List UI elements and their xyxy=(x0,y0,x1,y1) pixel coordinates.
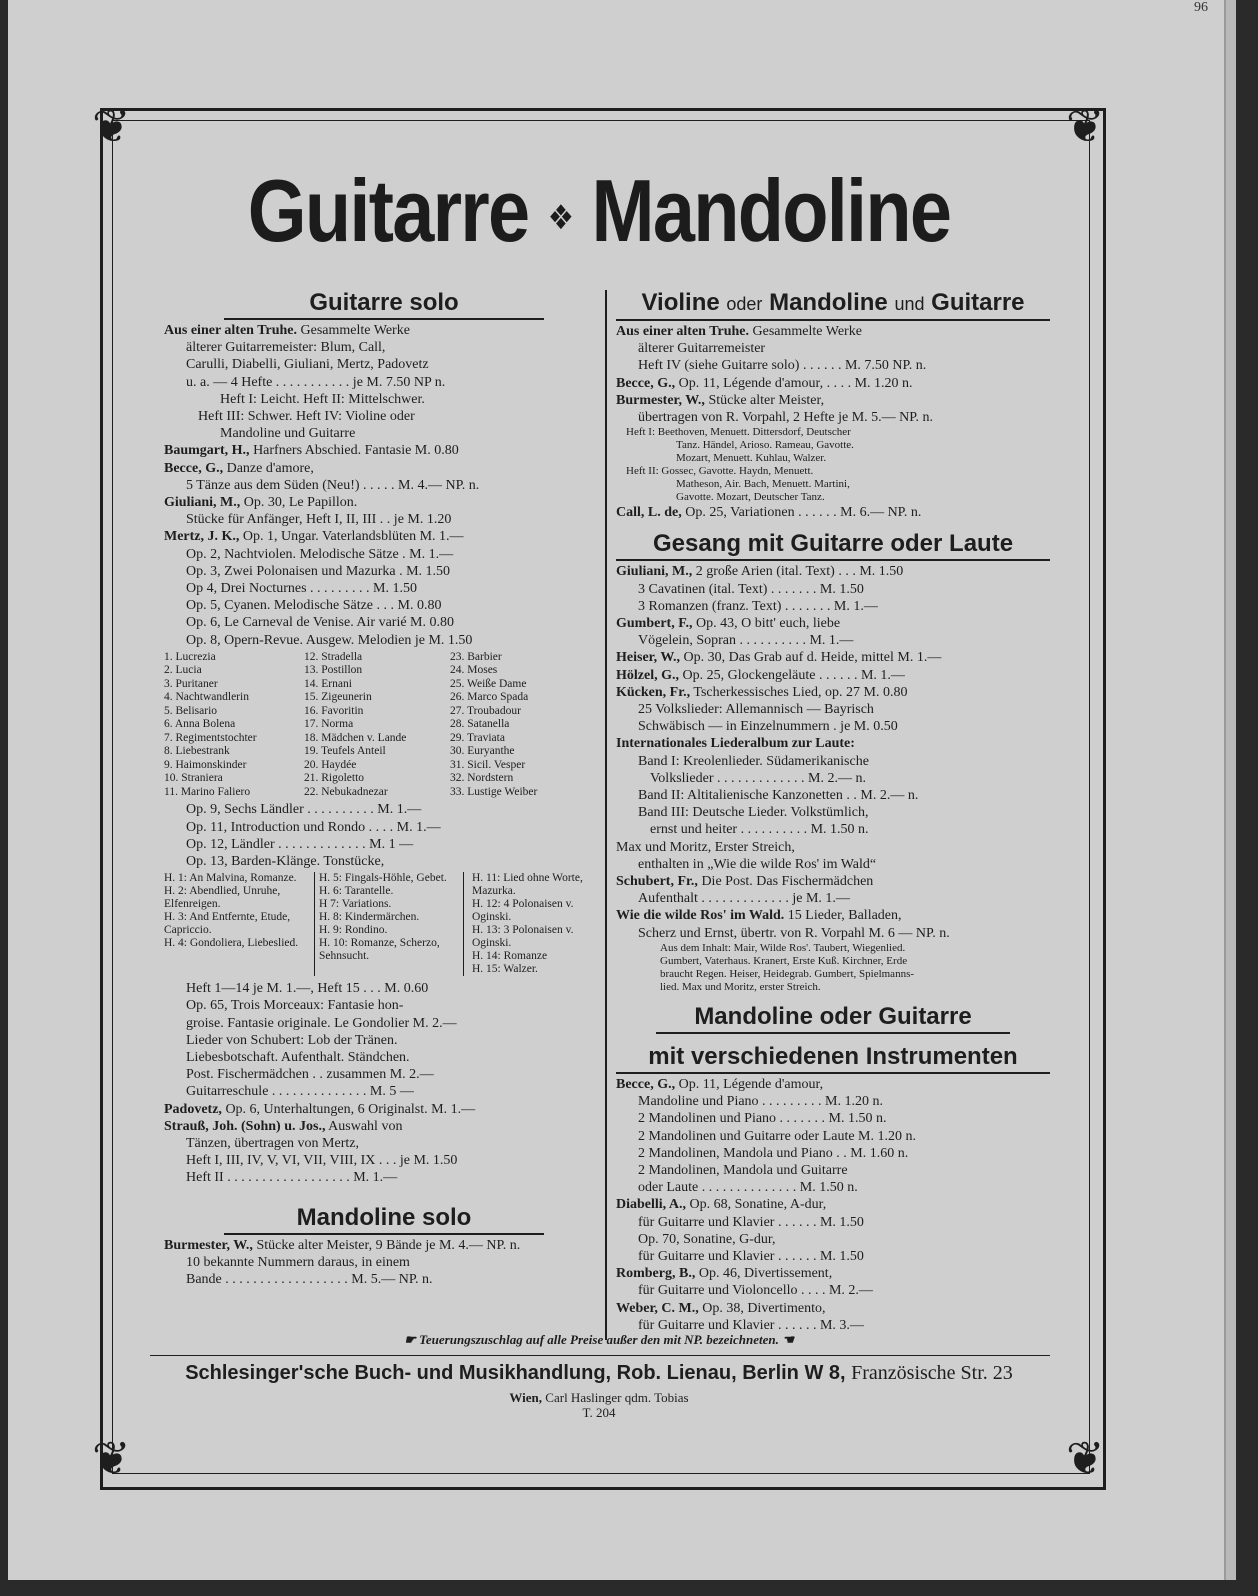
catalog-line xyxy=(164,614,604,631)
diamond-ornament-icon: ❖ xyxy=(547,198,573,237)
catalog-line xyxy=(164,408,604,425)
entry-text: 5 Tänze aus dem Süden (Neu!) . . . . . M. 4.— NP. n. xyxy=(186,477,480,493)
composer-name: Giuliani, M., xyxy=(616,564,693,580)
entry-text: Op. 25, Glockengeläute . . . . . . M. 1.— xyxy=(682,667,905,683)
opera-item: 25. Weiße Dame xyxy=(450,677,527,690)
catalog-line xyxy=(164,801,604,818)
catalog-line xyxy=(616,735,1050,752)
entry-text: für Guitarre und Klavier . . . . . . M. 3.— xyxy=(638,1317,864,1333)
composer-name: Burmester, W., xyxy=(164,1237,253,1253)
entry-text: Stücke alter Meister, xyxy=(708,392,825,408)
catalog-line xyxy=(616,392,1050,409)
catalog-line xyxy=(164,980,604,997)
entry-text: Op. 6, Unterhaltungen, 6 Originalst. M. 1.— xyxy=(225,1101,476,1117)
catalog-line xyxy=(164,494,604,511)
left-column xyxy=(164,280,604,1288)
opera-item: 18. Mädchen v. Lande xyxy=(304,731,407,744)
entry-text: Heft III: Schwer. Heft IV: Violine oder xyxy=(198,409,415,425)
catalog-line xyxy=(616,581,1050,598)
composer-name: Becce, G., xyxy=(164,460,224,476)
entry-text: Op. 11, Légende d'amour, xyxy=(678,1076,824,1092)
catalog-line xyxy=(616,632,1050,649)
entry-text: Op. 25, Variationen . . . . . . M. 6.— NP. n. xyxy=(685,505,922,521)
opera-item: 31. Sicil. Vesper xyxy=(450,758,526,771)
small-text-line: braucht Regen. Heiser, Heidegrab. Gumbert, Spielmanns- xyxy=(660,967,915,980)
catalog-line xyxy=(616,1179,1050,1196)
entry-text: Scherz und Ernst, übertr. von R. Vorpahl M. 6 — NP. n. xyxy=(638,925,950,941)
catalog-line xyxy=(164,1049,604,1066)
catalog-line xyxy=(616,615,1050,632)
composer-name: Strauß, Joh. (Sohn) u. Jos., xyxy=(164,1118,326,1134)
catalog-line xyxy=(616,1248,1050,1265)
catalog-line xyxy=(616,684,1050,701)
entry-text: Op. 8, Opern-Revue. Ausgew. Melodien je M. 1.50 xyxy=(186,632,473,648)
catalog-line xyxy=(616,563,1050,580)
entry-text: Vögelein, Sopran . . . . . . . . . . M. 1.— xyxy=(638,633,854,649)
publisher-line xyxy=(120,1362,1078,1385)
catalog-line xyxy=(616,1265,1050,1282)
catalog-line xyxy=(164,1032,604,1049)
surcharge-note: ☛ Teuerungszuschlag auf alle Preise außer den mit NP. bezeichneten. ☚ xyxy=(404,1332,794,1347)
catalog-line xyxy=(616,873,1050,890)
catalog-line xyxy=(616,323,1050,340)
catalog-line xyxy=(616,821,1050,838)
opera-item: 9. Haimonskinder xyxy=(164,758,247,771)
opera-item: 10. Straniera xyxy=(164,772,223,785)
entry-text: Op 4, Drei Nocturnes . . . . . . . . . M. 1.50 xyxy=(186,581,417,597)
wien-publisher: Carl Haslinger qdm. Tobias xyxy=(545,1390,689,1405)
composer-name: Aus einer alten Truhe. xyxy=(164,323,298,338)
contents-small xyxy=(616,942,1050,994)
opera-item: 28. Satanella xyxy=(450,718,510,731)
catalog-line xyxy=(164,580,604,597)
catalog-line xyxy=(164,1135,604,1152)
mandoline-solo-list xyxy=(164,1237,604,1289)
catalog-line xyxy=(164,597,604,614)
catalog-line xyxy=(164,1101,604,1118)
catalog-line xyxy=(616,1282,1050,1299)
composer-name: Call, L. de, xyxy=(616,505,682,521)
entry-text: ernst und heiter . . . . . . . . . . M. 1.50 n. xyxy=(650,822,869,838)
catalog-line xyxy=(616,770,1050,787)
small-text-line: Matheson, Air. Bach, Menuett. Martini, xyxy=(676,478,850,491)
small-text-line: lied. Max und Moritz, erster Streich. xyxy=(660,980,821,993)
entry-text: Stücke alter Meister, 9 Bände je M. 4.— NP. n. xyxy=(256,1237,521,1253)
publisher-address: Französische Str. 23 xyxy=(851,1362,1013,1384)
catalog-line xyxy=(164,1015,604,1032)
small-text-line: Heft I: Beethoven, Menuett. Dittersdorf, Deutscher xyxy=(626,426,851,439)
page-title xyxy=(187,160,1011,262)
opera-item: 30. Euryanthe xyxy=(450,745,515,758)
entry-text: Post. Fischermädchen . . zusammen M. 2.— xyxy=(186,1067,434,1083)
entry-text: 3 Romanzen (franz. Text) . . . . . . . M. 1.— xyxy=(638,598,878,614)
entry-text: älterer Guitarremeister: Blum, Call, xyxy=(186,340,386,356)
entry-text: Gesammelte Werke xyxy=(752,324,862,339)
entry-text: 2 Mandolinen, Mandola und Guitarre xyxy=(638,1162,848,1178)
heft-col-3: H. 11: Lied ohne Worte, Mazurka. H. 12: 4 Polonaisen v. Oginski. H. 13: 3 Polonaisen v. Oginski. H. 14: Romanze H. 15: Walzer. xyxy=(472,872,583,976)
catalog-line xyxy=(616,1093,1050,1110)
catalog-line xyxy=(164,1152,604,1169)
section-title-violin xyxy=(616,288,1050,321)
entry-text: für Guitarre und Klavier . . . . . . M. 1.50 xyxy=(638,1248,864,1264)
entry-text: Op. 30, Das Grab auf d. Heide, mittel M. 1.— xyxy=(683,650,942,666)
entry-text: Band III: Deutsche Lieder. Volkstümlich, xyxy=(638,805,869,821)
opera-item: 24. Moses xyxy=(450,664,498,677)
catalog-line xyxy=(616,925,1050,942)
page-mark: 96 xyxy=(1194,0,1208,15)
heft-col-1: H. 1: An Malvina, Romanze. H. 2: Abendlied, Unruhe, Elfenreigen. H. 3: And Entfernte, Etude, Capriccio. H. 4: Gondoliera, Liebeslied. xyxy=(164,872,299,950)
opera-item: 12. Stradella xyxy=(304,650,363,663)
catalog-line xyxy=(616,1300,1050,1317)
title-word: Guitarre xyxy=(931,289,1025,316)
title-word: Violine xyxy=(641,289,720,316)
gesang-list xyxy=(616,563,1050,941)
footer-rule xyxy=(150,1355,1050,1356)
catalog-line xyxy=(616,649,1050,666)
entry-text: Auswahl von xyxy=(328,1118,403,1134)
guitar-solo-list xyxy=(164,322,604,649)
opera-item: 13. Postillon xyxy=(304,664,363,677)
catalog-line xyxy=(616,701,1050,718)
entry-text: Max und Moritz, Erster Streich, xyxy=(616,839,795,855)
entry-text: Op. 3, Zwei Polonaisen und Mazurka . M. 1.50 xyxy=(186,563,451,579)
catalog-line xyxy=(164,460,604,477)
catalog-line xyxy=(616,409,1050,426)
catalog-line xyxy=(164,322,604,339)
section-title-guitar-solo: Guitarre solo xyxy=(224,288,544,320)
opera-item: 32. Nordstern xyxy=(450,772,514,785)
catalog-line xyxy=(164,391,604,408)
entry-text: Op. 30, Le Papillon. xyxy=(243,495,358,511)
entry-text: Op. 65, Trois Morceaux: Fantasie hon- xyxy=(186,998,404,1014)
entry-text: Op. 2, Nachtviolen. Melodische Sätze . M. 1.— xyxy=(186,546,454,562)
small-text-line: Heft II: Gossec, Gavotte. Haydn, Menuett. xyxy=(626,465,814,478)
entry-text: Guitarreschule . . . . . . . . . . . . . . M. 5 — xyxy=(186,1084,414,1100)
small-text-line: Gumbert, Vaterhaus. Kranert, Erste Kuß. Kirchner, Erde xyxy=(660,954,908,967)
title-right: Mandoline xyxy=(591,161,951,260)
right-column xyxy=(616,280,1050,1334)
composer-name: Becce, G., xyxy=(616,375,676,391)
entry-text: Danze d'amore, xyxy=(226,460,314,476)
violin-list-2 xyxy=(616,504,1050,521)
composer-name: Becce, G., xyxy=(616,1076,676,1092)
composer-name: Baumgart, H., xyxy=(164,443,250,459)
entry-text: übertragen von R. Vorpahl, 2 Hefte je M. 5.— NP. n. xyxy=(638,410,933,426)
entry-text: Heft IV (siehe Guitarre solo) . . . . . . M. 7.50 NP. n. xyxy=(638,358,927,374)
opera-item: 33. Lustige Weiber xyxy=(450,785,538,798)
entry-text: Stücke für Anfänger, Heft I, II, III . . je M. 1.20 xyxy=(186,512,452,528)
heft-col-2: H. 5: Fingals-Höhle, Gebet. H. 6: Tarantelle. H 7: Variations. H. 8: Kindermärchen. H. 9: Rondino. H. 10: Romanze, Scherzo, Sehnsucht. xyxy=(314,872,464,976)
ornament-corner-icon: ❦ xyxy=(1066,1433,1105,1484)
entry-text: Op. 1, Ungar. Vaterlandsblüten M. 1.— xyxy=(242,529,464,545)
entry-text: Schwäbisch — in Einzelnummern . je M. 0.50 xyxy=(638,719,898,735)
catalog-line xyxy=(164,1083,604,1100)
catalog-code: T. 204 xyxy=(582,1405,616,1420)
entry-text: Heft II . . . . . . . . . . . . . . . . . . M. 1.— xyxy=(186,1170,398,1186)
title-word: und xyxy=(894,294,925,314)
catalog-line xyxy=(616,856,1050,873)
opera-item: 1. Lucrezia xyxy=(164,650,216,663)
opera-item: 19. Teufels Anteil xyxy=(304,745,386,758)
composer-name: Giuliani, M., xyxy=(164,495,241,511)
catalog-line xyxy=(616,890,1050,907)
entry-text: für Guitarre und Violoncello . . . . M. 2.— xyxy=(638,1283,873,1299)
publisher-sub xyxy=(120,1390,1078,1420)
opera-item: 15. Zigeunerin xyxy=(304,691,372,704)
entry-text: Heft I: Leicht. Heft II: Mittelschwer. xyxy=(220,391,425,407)
catalog-line xyxy=(616,1128,1050,1145)
catalog-line xyxy=(164,853,604,870)
catalog-line xyxy=(616,375,1050,392)
catalog-line xyxy=(616,1231,1050,1248)
ornament-corner-icon: ❦ xyxy=(1066,101,1105,152)
entry-text: enthalten in „Wie die wilde Ros' im Wald“ xyxy=(638,856,877,872)
small-text-line: Aus dem Inhalt: Mair, Wilde Ros'. Taubert, Wiegenlied. xyxy=(660,941,906,954)
catalog-line xyxy=(616,357,1050,374)
entry-text: 15 Lieder, Balladen, xyxy=(787,908,902,924)
entry-text: Band II: Altitalienische Kanzonetten . . M. 2.— n. xyxy=(638,788,919,804)
composer-name: Romberg, B., xyxy=(616,1266,696,1282)
entry-text: Mandoline und Guitarre xyxy=(220,426,356,442)
opera-item: 21. Rigoletto xyxy=(304,772,365,785)
catalog-line xyxy=(616,839,1050,856)
opera-item: 7. Regimentstochter xyxy=(164,731,257,744)
composer-name: Diabelli, A., xyxy=(616,1197,687,1213)
entry-text: 2 Mandolinen und Piano . . . . . . . M. 1.50 n. xyxy=(638,1111,887,1127)
opera-item: 8. Liebestrank xyxy=(164,745,230,758)
catalog-line xyxy=(164,997,604,1014)
entry-text: 10 bekannte Nummern daraus, in einem xyxy=(186,1254,410,1270)
catalog-line xyxy=(164,819,604,836)
catalog-line xyxy=(164,511,604,528)
heft-contents-small xyxy=(616,426,1050,504)
opera-item: 6. Anna Bolena xyxy=(164,718,236,731)
opera-item: 2. Lucia xyxy=(164,664,202,677)
guitar-solo-list-3 xyxy=(164,980,604,1186)
entry-text: Mandoline und Piano . . . . . . . . . M. 1.20 n. xyxy=(638,1094,883,1110)
opera-item: 20. Haydée xyxy=(304,758,357,771)
opera-item: 29. Traviata xyxy=(450,731,505,744)
entry-text: Die Post. Das Fischermädchen xyxy=(701,874,874,890)
entry-text: Op. 5, Cyanen. Melodische Sätze . . . M. 0.80 xyxy=(186,598,442,614)
entry-text: Op. 43, O bitt' euch, liebe xyxy=(695,616,841,632)
entry-text: Bande . . . . . . . . . . . . . . . . . . M. 5.— NP. n. xyxy=(186,1272,433,1288)
entry-text: Carulli, Diabelli, Giuliani, Mertz, Padovetz xyxy=(186,357,429,373)
column-divider xyxy=(605,290,607,1340)
entry-text: Tänzen, übertragen von Mertz, xyxy=(186,1136,359,1151)
violin-list xyxy=(616,323,1050,426)
composer-name: Hölzel, G., xyxy=(616,667,679,683)
entry-text: 3 Cavatinen (ital. Text) . . . . . . . M. 1.50 xyxy=(638,581,864,597)
catalog-line xyxy=(164,356,604,373)
entry-text: Op. 46, Divertissement, xyxy=(698,1266,833,1282)
catalog-line xyxy=(616,1110,1050,1127)
composer-name: Wie die wilde Ros' im Wald. xyxy=(616,908,785,924)
entry-text: 2 Mandolinen, Mandola und Piano . . M. 1.60 n. xyxy=(638,1145,909,1161)
small-text-line: Gavotte. Mozart, Deutscher Tanz. xyxy=(676,491,825,504)
catalog-line xyxy=(164,528,604,545)
entry-text: oder Laute . . . . . . . . . . . . . . M. 1.50 n. xyxy=(638,1180,858,1196)
opera-item: 22. Nebukadnezar xyxy=(304,785,388,798)
title-left: Guitarre xyxy=(247,161,529,260)
catalog-line xyxy=(616,1162,1050,1179)
opera-list xyxy=(164,651,604,800)
opera-item: 11. Marino Faliero xyxy=(164,785,251,798)
guitar-solo-list-2 xyxy=(164,801,604,870)
catalog-line xyxy=(164,1237,604,1254)
entry-text: Op. 12, Ländler . . . . . . . . . . . . . M. 1 — xyxy=(186,836,414,852)
entry-text: Harfners Abschied. Fantasie M. 0.80 xyxy=(253,443,459,459)
ornament-corner-icon: ❦ xyxy=(92,101,131,152)
catalog-line xyxy=(164,339,604,356)
catalog-line xyxy=(616,1196,1050,1213)
entry-text: Op. 11, Légende d'amour, . . . . M. 1.20 n. xyxy=(678,375,913,391)
catalog-line xyxy=(616,787,1050,804)
catalog-line xyxy=(164,563,604,580)
catalog-line xyxy=(616,718,1050,735)
opera-item: 4. Nachtwandlerin xyxy=(164,691,249,704)
document-content xyxy=(120,130,1078,1460)
scan-edge xyxy=(1224,0,1236,1580)
catalog-line xyxy=(616,504,1050,521)
entry-text: 25 Volkslieder: Allemannisch — Bayrisch xyxy=(638,702,874,718)
catalog-line xyxy=(164,546,604,563)
catalog-line xyxy=(616,340,1050,357)
opera-item: 5. Belisario xyxy=(164,704,218,717)
composer-name: Heiser, W., xyxy=(616,650,681,666)
entry-text: Heft 1—14 je M. 1.—, Heft 15 . . . M. 0.60 xyxy=(186,981,429,997)
entry-text: 2 große Arien (ital. Text) . . . M. 1.50 xyxy=(695,564,904,580)
catalog-line xyxy=(164,425,604,442)
entry-text: Op. 68, Sonatine, A-dur, xyxy=(689,1197,827,1213)
entry-text: groise. Fantasie originale. Le Gondolier M. 2.— xyxy=(186,1015,457,1031)
catalog-line xyxy=(616,753,1050,770)
entry-text: Lieder von Schubert: Lob der Tränen. xyxy=(186,1032,398,1048)
entry-text: Op. 70, Sonatine, G-dur, xyxy=(638,1231,776,1247)
entry-text: Op. 13, Barden-Klänge. Tonstücke, xyxy=(186,853,385,869)
catalog-line xyxy=(164,374,604,391)
catalog-line xyxy=(164,442,604,459)
entry-text: Liebesbotschaft. Aufenthalt. Ständchen. xyxy=(186,1049,410,1065)
catalog-line xyxy=(616,804,1050,821)
composer-name: Padovetz, xyxy=(164,1101,222,1117)
opera-item: 14. Ernani xyxy=(304,677,352,690)
catalog-line xyxy=(164,1254,604,1271)
entry-text: Gesammelte Werke xyxy=(300,323,410,338)
composer-name: Kücken, Fr., xyxy=(616,684,691,700)
opera-item: 27. Troubadour xyxy=(450,704,521,717)
composer-name: Mertz, J. K., xyxy=(164,529,240,545)
entry-text: Band I: Kreolenlieder. Südamerikanische xyxy=(638,753,869,769)
opera-item: 3. Puritaner xyxy=(164,677,218,690)
composer-name: Aus einer alten Truhe. xyxy=(616,324,750,339)
entry-text: Op. 38, Divertimento, xyxy=(702,1300,826,1316)
entry-text: Volkslieder . . . . . . . . . . . . . M. 2.— n. xyxy=(650,770,866,786)
composer-name: Weber, C. M., xyxy=(616,1300,699,1316)
catalog-line xyxy=(164,477,604,494)
wien-label: Wien, xyxy=(509,1390,543,1405)
catalog-line xyxy=(616,907,1050,924)
entry-text: Aufenthalt . . . . . . . . . . . . . je M. 1.— xyxy=(638,891,850,907)
opera-item: 16. Favoritin xyxy=(304,704,364,717)
section-title-instruments: mit verschiedenen Instrumenten xyxy=(616,1042,1050,1074)
entry-text: Tscherkessisches Lied, op. 27 M. 0.80 xyxy=(693,684,908,700)
composer-name: Burmester, W., xyxy=(616,392,705,408)
publisher-name: Schlesinger'sche Buch- und Musikhandlung, Rob. Lienau, Berlin W 8, xyxy=(185,1362,846,1384)
catalog-line xyxy=(164,1271,604,1288)
entry-text: 2 Mandolinen und Guitarre oder Laute M. 1.20 n. xyxy=(638,1128,916,1144)
entry-text: älterer Guitarremeister xyxy=(638,341,766,357)
instruments-list xyxy=(616,1076,1050,1334)
entry-text: Op. 6, Le Carneval de Venise. Air varié M. 0.80 xyxy=(186,615,455,631)
small-text-line: Tanz. Händel, Arioso. Rameau, Gavotte. xyxy=(676,439,854,452)
entry-text: Op. 9, Sechs Ländler . . . . . . . . . . M. 1.— xyxy=(186,802,422,818)
entry-text: Op. 11, Introduction und Rondo . . . . M. 1.— xyxy=(186,819,441,835)
section-title-mandoline-solo: Mandoline solo xyxy=(224,1203,544,1235)
heft-table xyxy=(164,872,604,976)
opera-item: 26. Marco Spada xyxy=(450,691,529,704)
catalog-line xyxy=(164,1169,604,1186)
opera-item: 23. Barbier xyxy=(450,650,502,663)
title-word: Mandoline xyxy=(769,289,888,316)
opera-item: 17. Norma xyxy=(304,718,354,731)
catalog-line xyxy=(616,1145,1050,1162)
entry-text: u. a. — 4 Hefte . . . . . . . . . . . je M. 7.50 NP n. xyxy=(186,374,446,390)
composer-name: Internationales Liederalbum zur Laute: xyxy=(616,736,855,752)
catalog-line xyxy=(616,1076,1050,1093)
catalog-line xyxy=(164,632,604,649)
catalog-line xyxy=(616,667,1050,684)
catalog-line xyxy=(164,836,604,853)
composer-name: Gumbert, F., xyxy=(616,616,693,632)
catalog-line xyxy=(164,1118,604,1135)
section-title-mandoline-guitar: Mandoline oder Guitarre xyxy=(656,1002,1010,1034)
ornament-corner-icon: ❦ xyxy=(92,1433,131,1484)
small-text-line: Mozart, Menuett. Kuhlau, Walzer. xyxy=(676,452,827,465)
title-word: oder xyxy=(726,294,763,314)
entry-text: Heft I, III, IV, V, VI, VII, VIII, IX . . . je M. 1.50 xyxy=(186,1153,458,1169)
catalog-line xyxy=(616,598,1050,615)
catalog-line xyxy=(164,1066,604,1083)
entry-text: für Guitarre und Klavier . . . . . . M. 1.50 xyxy=(638,1214,864,1230)
catalog-line xyxy=(616,1214,1050,1231)
composer-name: Schubert, Fr., xyxy=(616,874,698,890)
section-title-gesang: Gesang mit Guitarre oder Laute xyxy=(616,529,1050,561)
